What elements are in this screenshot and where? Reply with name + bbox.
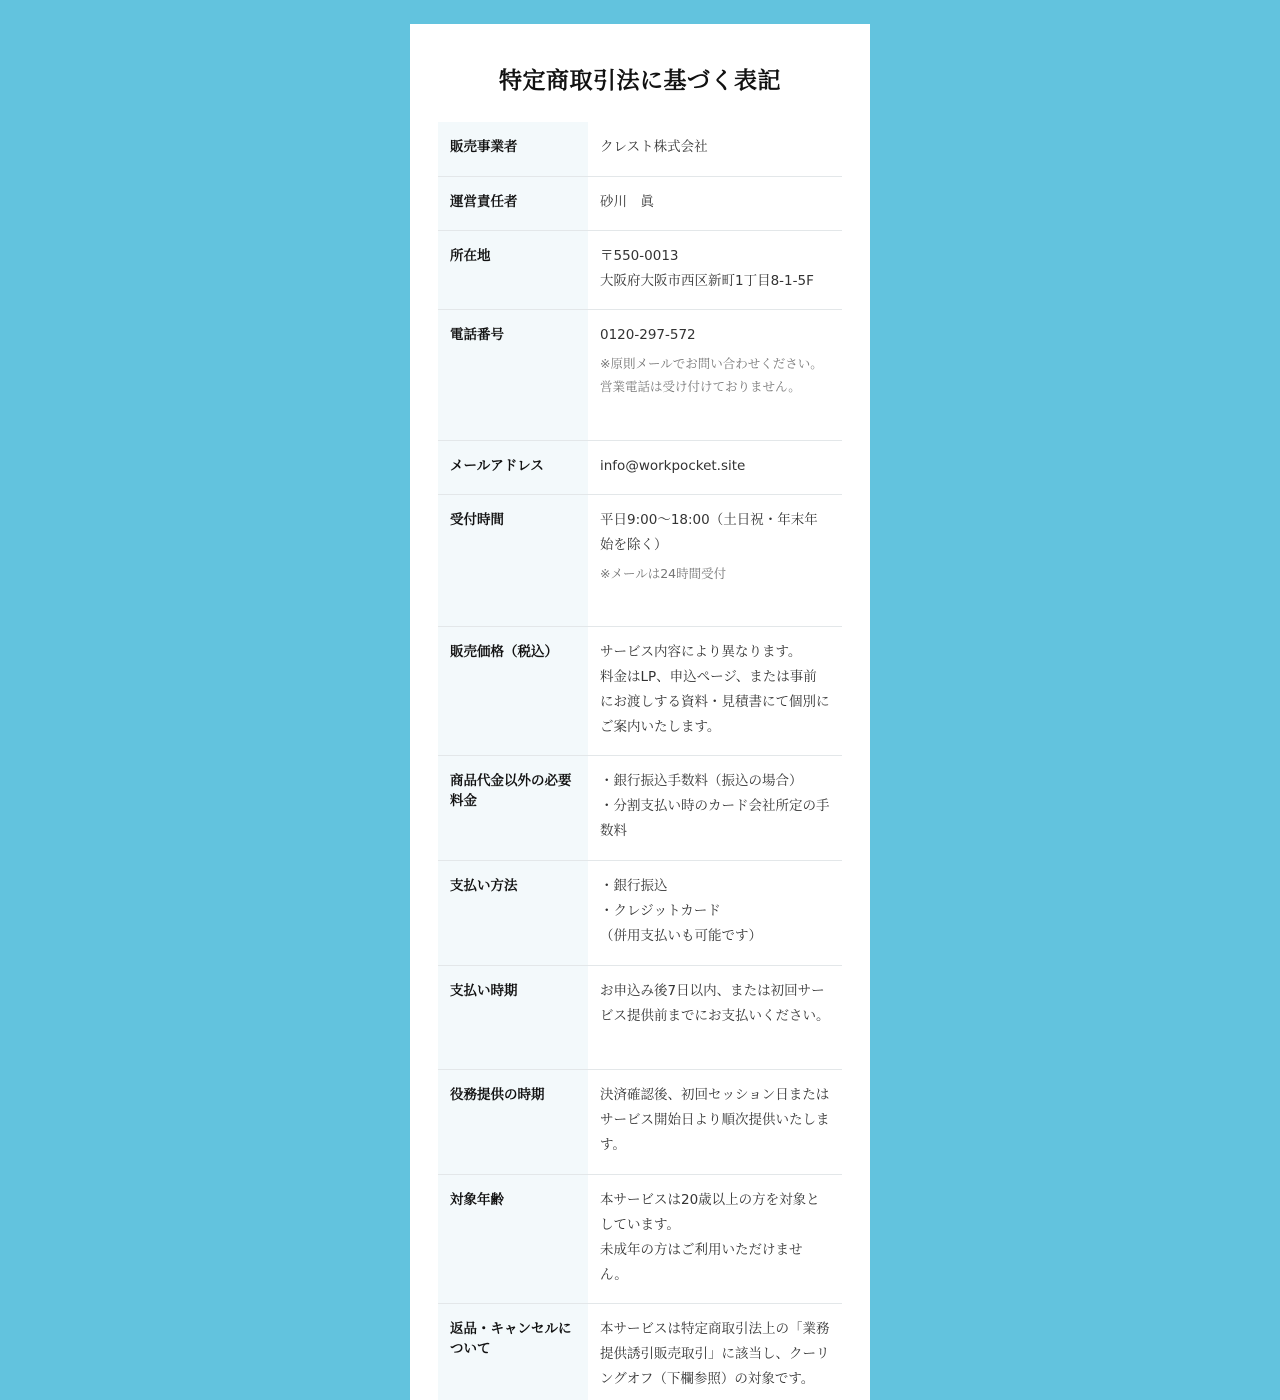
row-value-extra-fees [588, 755, 842, 860]
row-value-line: お申込み後7日以内、または初回サービス提供前までにお支払いください。 [600, 982, 830, 1024]
row-value-line: 未成年の方はご利用いただけません。 [600, 1241, 803, 1283]
row-value-line: クレスト株式会社 [600, 139, 708, 155]
row-note-line: ※メールは24時間受付 [600, 565, 727, 581]
row-value-hours [588, 494, 842, 626]
table-row-target-age [438, 1174, 842, 1303]
row-value-price [588, 626, 842, 755]
row-value-manager [588, 176, 842, 230]
row-value-line: ・分割支払い時のカード会社所定の手数料 [600, 797, 830, 839]
row-label-seller: 販売事業者 [438, 122, 588, 176]
page-title: 特定商取引法に基づく表記 [499, 68, 781, 94]
row-note [600, 352, 830, 398]
row-value-address [588, 230, 842, 309]
row-label-price: 販売価格（税込） [438, 626, 588, 755]
row-label-manager: 運営責任者 [438, 176, 588, 230]
table-row-price [438, 626, 842, 755]
row-value-line: 本サービスは20歳以上の方を対象としています。 [600, 1191, 820, 1233]
table-row-address [438, 230, 842, 309]
table-row-hours [438, 494, 842, 626]
row-value-line: 平日9:00〜18:00（土日祝・年末年始を除く） [600, 511, 818, 553]
table-row-payment-timing [438, 965, 842, 1069]
row-value-line: （併用支払いも可能です） [600, 927, 762, 944]
table-row-payment-method [438, 860, 842, 965]
row-label-payment-timing: 支払い時期 [438, 965, 588, 1069]
row-value-returns [588, 1303, 842, 1400]
table-row-manager [438, 176, 842, 230]
row-label-email: メールアドレス [438, 440, 588, 494]
row-value-line: ・クレジットカード [600, 902, 721, 919]
table-row-extra-fees [438, 755, 842, 860]
row-label-address: 所在地 [438, 230, 588, 309]
row-value-line: 大阪府大阪市西区新町1丁目8-1-5F [600, 272, 814, 289]
row-value-line: info@workpocket.site [600, 457, 746, 474]
row-note-line: ※原則メールでお問い合わせください。 [600, 355, 823, 371]
row-value-line: 砂川 眞 [600, 193, 654, 210]
row-label-hours: 受付時間 [438, 494, 588, 626]
row-note-line: 営業電話は受け付けておりません。 [600, 378, 801, 394]
row-value-payment-method [588, 860, 842, 965]
row-label-extra-fees: 商品代金以外の必要料金 [438, 755, 588, 860]
table-row-seller [438, 122, 842, 176]
row-value-payment-timing [588, 965, 842, 1069]
law-notice-table [438, 122, 842, 1400]
row-value-line: 決済確認後、初回セッション日またはサービス開始日より順次提供いたします。 [600, 1086, 830, 1153]
row-label-service-timing: 役務提供の時期 [438, 1069, 588, 1174]
row-label-payment-method: 支払い方法 [438, 860, 588, 965]
row-value-line: 料金はLP、申込ページ、または事前にお渡しする資料・見積書にて個別にご案内いたします。 [600, 668, 830, 735]
row-value-service-timing [588, 1069, 842, 1174]
row-value-line: サービス内容により異なります。 [600, 643, 802, 660]
row-value-line: 0120-297-572 [600, 326, 696, 343]
row-value-line: ・銀行振込 [600, 877, 668, 894]
law-notice-card [410, 24, 870, 1400]
row-note [600, 562, 830, 585]
table-row-phone [438, 309, 842, 440]
row-label-returns: 返品・キャンセルについて [438, 1303, 588, 1400]
table-row-returns [438, 1303, 842, 1400]
row-label-target-age: 対象年齢 [438, 1174, 588, 1303]
table-row-service-timing [438, 1069, 842, 1174]
row-value-email [588, 440, 842, 494]
row-value-line: ・銀行振込手数料（振込の場合） [600, 772, 803, 789]
law-notice-table-body [438, 122, 842, 1400]
row-value-line: 〒550-0013 [600, 247, 679, 264]
table-row-email [438, 440, 842, 494]
row-value-line: 本サービスは特定商取引法上の「業務提供誘引販売取引」に該当し、クーリングオフ（下欄参照）の対象です。 [600, 1320, 830, 1387]
row-value-target-age [588, 1174, 842, 1303]
row-value-phone [588, 309, 842, 440]
row-label-phone: 電話番号 [438, 309, 588, 440]
row-value-seller [588, 122, 842, 176]
